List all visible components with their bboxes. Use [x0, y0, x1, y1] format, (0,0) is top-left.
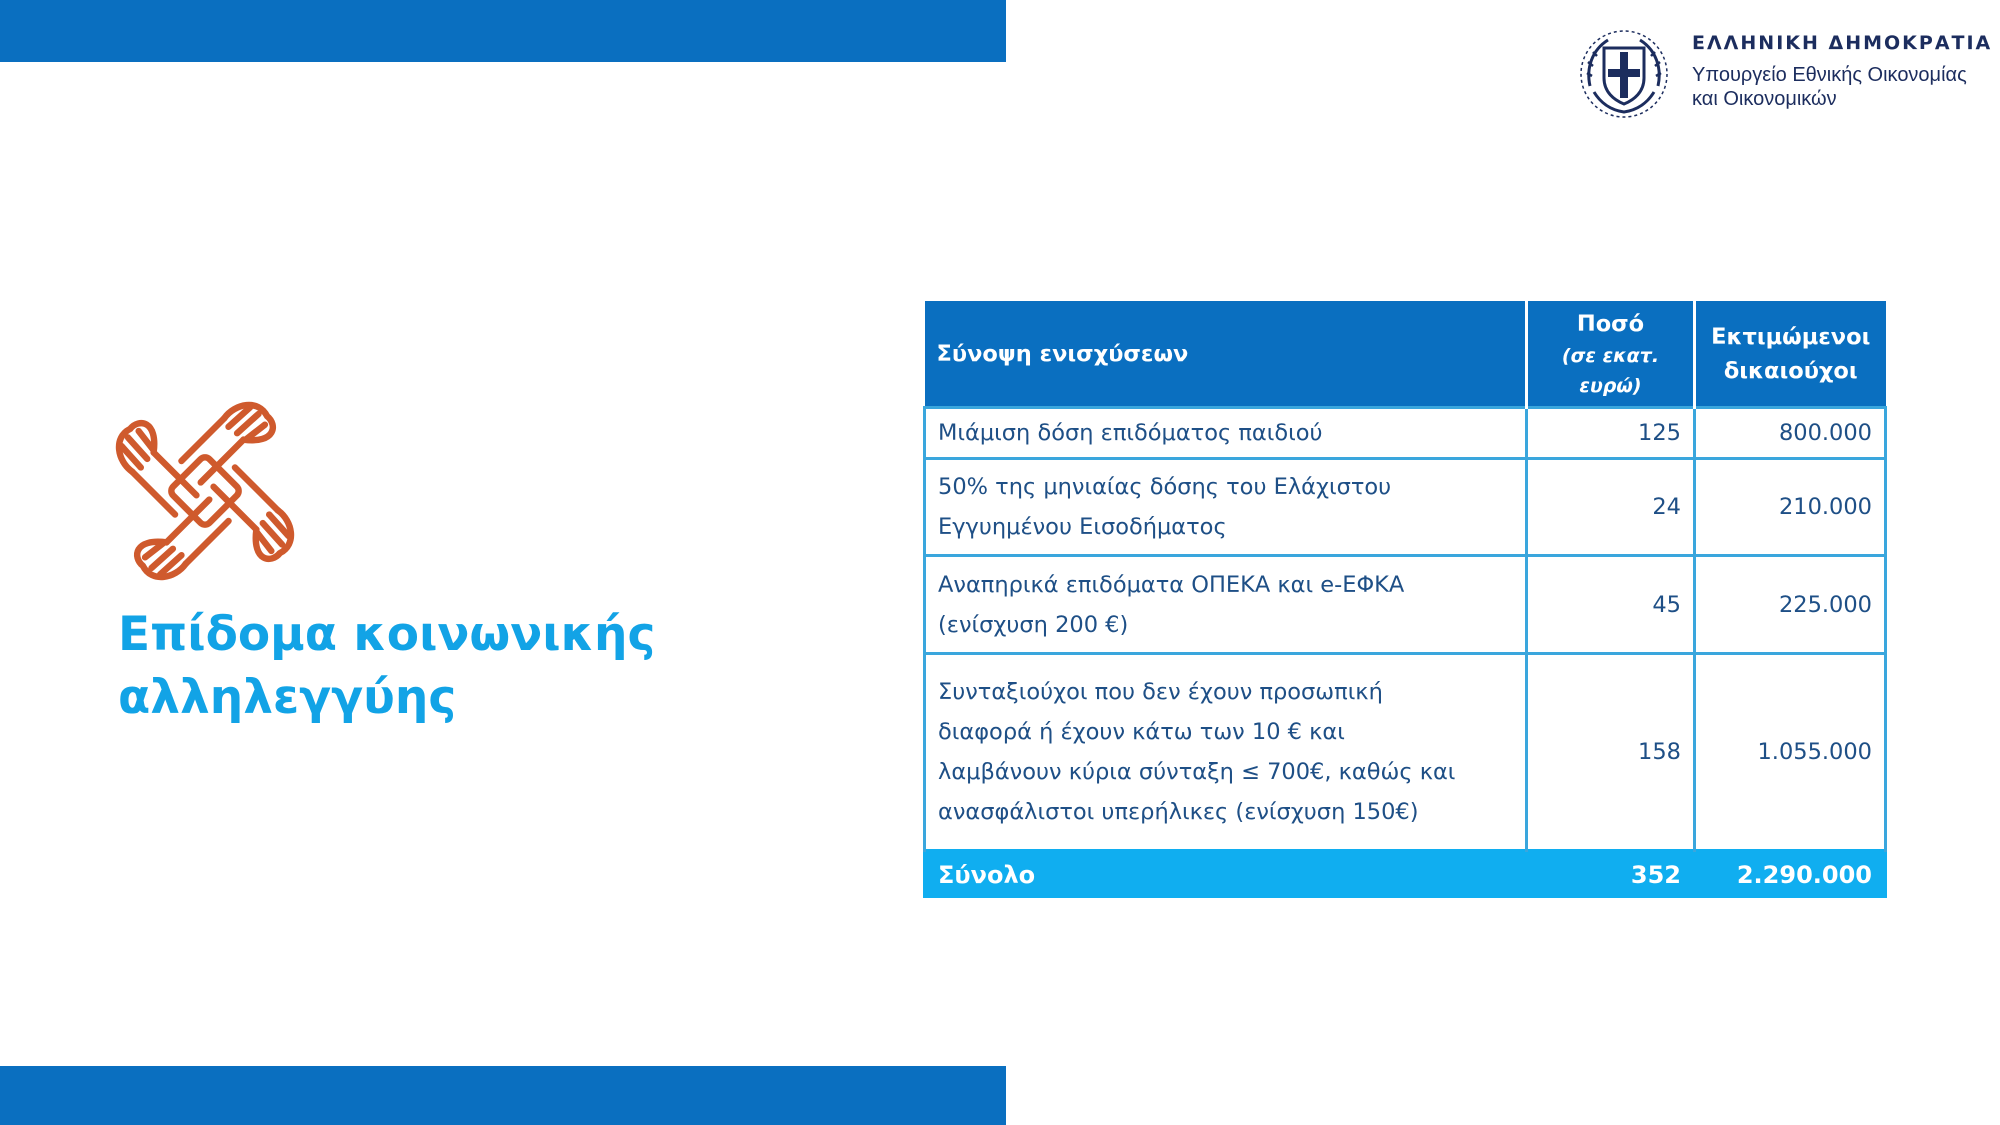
- hand-top: [181, 405, 272, 482]
- top-accent-bar: [0, 0, 1006, 62]
- hand-left: [119, 423, 196, 514]
- page-title-line1: Επίδομα κοινωνικής: [118, 607, 656, 662]
- row-amount: 24: [1527, 459, 1695, 556]
- total-amount: 352: [1527, 851, 1695, 899]
- hand-bottom: [137, 500, 228, 577]
- hand-right: [214, 467, 291, 558]
- ministry-logo: [1578, 28, 1993, 120]
- table-row: [925, 654, 1886, 851]
- header-amount: [1527, 301, 1695, 408]
- joined-hands-icon: [98, 384, 312, 598]
- row-description: [925, 654, 1527, 851]
- republic-name: ΕΛΛΗΝΙΚΗ ΔΗΜΟΚΡΑΤΙΑ: [1692, 32, 1993, 54]
- table-row: [925, 459, 1886, 556]
- row-description-line: Αναπηρικά επιδόματα ΟΠΕΚΑ και e-ΕΦΚΑ: [938, 571, 1405, 598]
- row-description-line: Εγγυημένου Εισοδήματος: [938, 514, 1227, 540]
- row-description: [925, 408, 1527, 459]
- header-beneficiaries-line1: Εκτιμώμενοι: [1711, 323, 1871, 350]
- bottom-accent-bar: [0, 1066, 1006, 1125]
- ministry-name-line1: Υπουργείο Εθνικής Οικονομίας: [1692, 64, 1967, 86]
- table-header-row: [925, 301, 1886, 408]
- header-summary: Σύνοψη ενισχύσεων: [925, 301, 1527, 408]
- row-amount: 45: [1527, 556, 1695, 654]
- total-row: [925, 851, 1886, 899]
- row-description-line: Μιάμιση δόση επιδόματος παιδιού: [938, 420, 1323, 446]
- page-title-line2: αλληλεγγύης: [118, 670, 457, 725]
- greek-coat-of-arms-icon: [1578, 28, 1670, 120]
- row-amount: 125: [1527, 408, 1695, 459]
- row-description-line: (ενίσχυση 200 €): [938, 611, 1129, 638]
- row-beneficiaries: 225.000: [1695, 556, 1886, 654]
- header-amount-label: Ποσό: [1576, 310, 1645, 337]
- row-description-line: λαμβάνουν κύρια σύνταξη ≤ 700€, καθώς και: [938, 759, 1456, 785]
- row-beneficiaries: 210.000: [1695, 459, 1886, 556]
- total-beneficiaries: 2.290.000: [1695, 851, 1886, 899]
- header-amount-unit-line2: ευρώ): [1579, 374, 1642, 397]
- row-beneficiaries: 1.055.000: [1695, 654, 1886, 851]
- total-label: Σύνολο: [925, 851, 1527, 899]
- table-row: [925, 556, 1886, 654]
- header-amount-unit-line1: (σε εκατ.: [1561, 344, 1660, 367]
- row-description-line: 50% της μηνιαίας δόσης του Ελάχιστου: [938, 474, 1392, 500]
- row-description-line: Συνταξιούχοι που δεν έχουν προσωπική: [938, 679, 1383, 705]
- ministry-name-line2: και Οικονομικών: [1692, 88, 1837, 110]
- header-beneficiaries: [1695, 301, 1886, 408]
- row-description-line: διαφορά ή έχουν κάτω των 10 € και: [938, 719, 1345, 745]
- row-description-line: ανασφάλιστοι υπερήλικες (ενίσχυση 150€): [938, 799, 1419, 825]
- row-amount: 158: [1527, 654, 1695, 851]
- row-description: [925, 459, 1527, 556]
- row-beneficiaries: 800.000: [1695, 408, 1886, 459]
- page-title: [118, 603, 655, 729]
- header-beneficiaries-line2: δικαιούχοι: [1723, 357, 1858, 384]
- support-summary-table: [923, 301, 1887, 898]
- row-description: [925, 556, 1527, 654]
- table-row: [925, 408, 1886, 459]
